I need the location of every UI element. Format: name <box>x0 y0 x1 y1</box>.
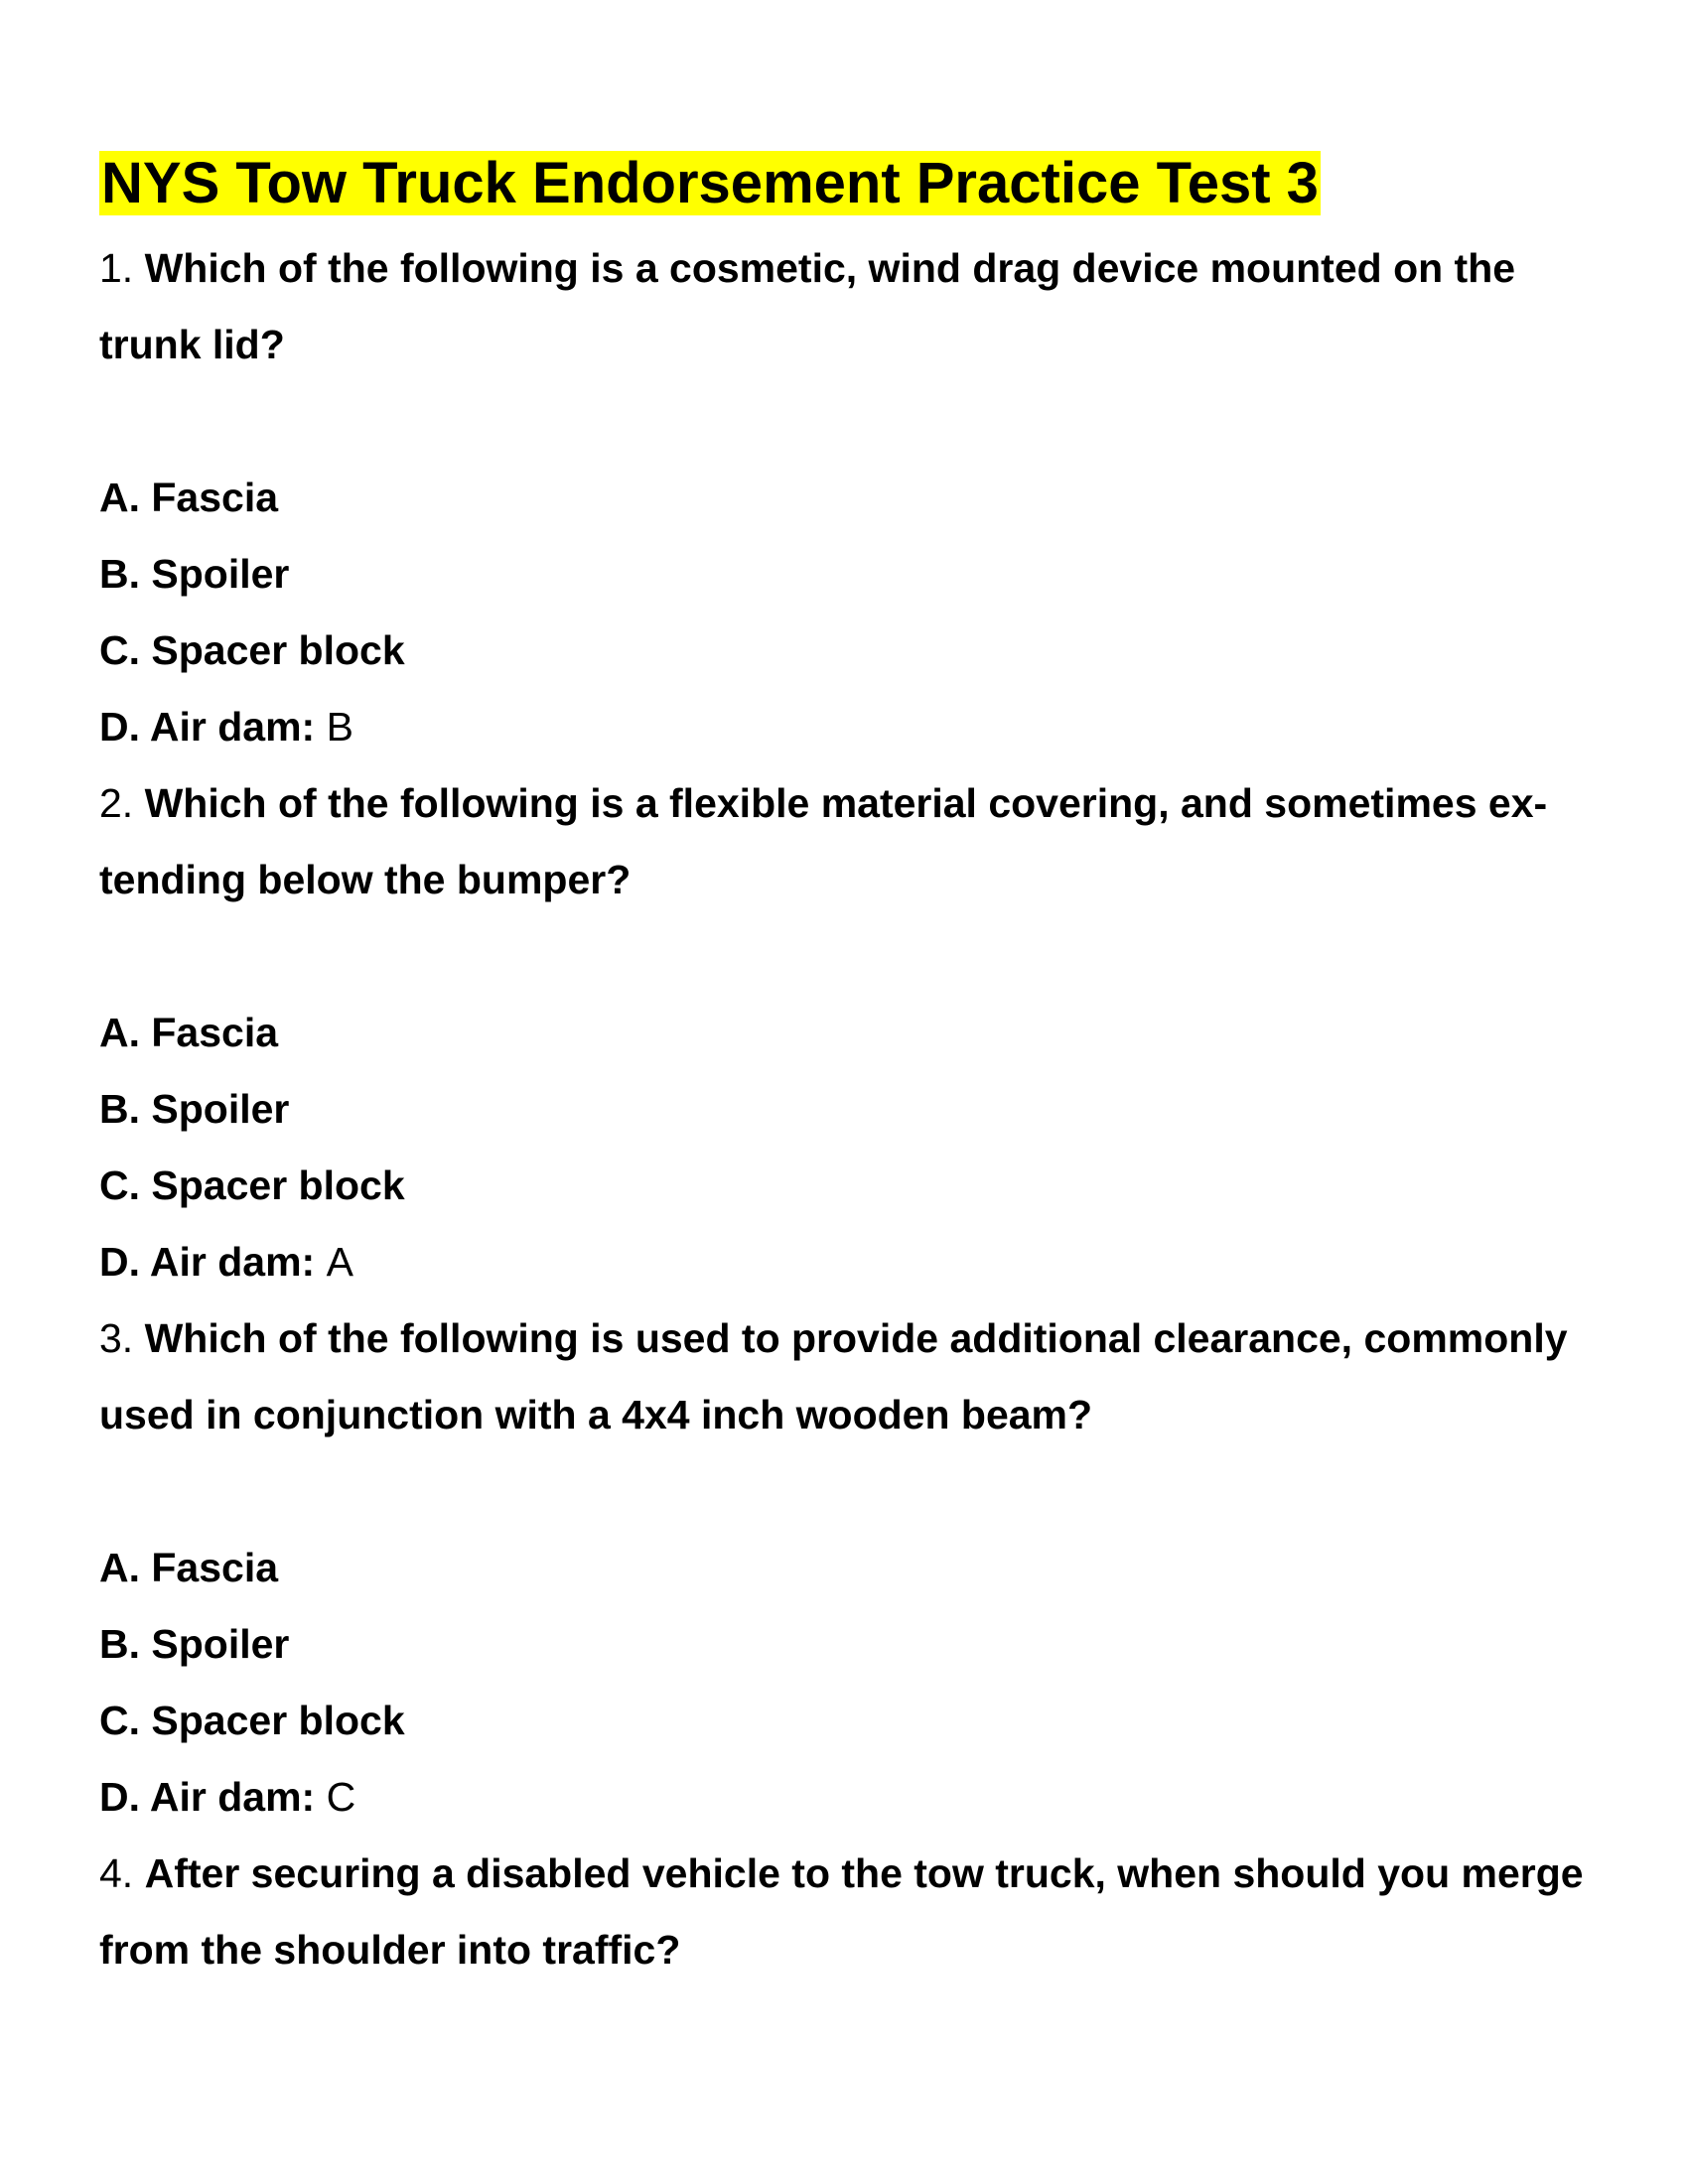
option-a: A. Fascia <box>99 1545 279 1590</box>
question-number: 3. <box>99 1315 134 1361</box>
question-body: Which of the following is a flexible material covering, and sometimes ex- tending below the bumper? <box>99 780 1548 902</box>
question-number: 4. <box>99 1850 134 1896</box>
answer-key: A <box>326 1239 353 1285</box>
option-b: B. Spoiler <box>99 1086 290 1132</box>
option-d-label: D. Air dam: <box>99 704 316 750</box>
document-page <box>99 149 1589 1988</box>
answer-key: C <box>326 1774 356 1820</box>
question-body: Which of the following is used to provide additional clearance, commonly used in conjunction with a 4x4 inch wooden beam? <box>99 1315 1568 1437</box>
question-body: After securing a disabled vehicle to the tow truck, when should you merge from the shoulder into traffic? <box>99 1850 1584 1973</box>
option-b: B. Spoiler <box>99 1621 290 1667</box>
option-d <box>99 1224 1589 1300</box>
option-b: B. Spoiler <box>99 551 290 597</box>
option-d-label: D. Air dam: <box>99 1774 316 1820</box>
page-title-text: NYS Tow Truck Endorsement Practice Test 3 <box>101 151 1319 215</box>
answer-key: B <box>326 704 353 750</box>
question-1 <box>99 230 1589 765</box>
question-body: Which of the following is a cosmetic, wind drag device mounted on the trunk lid? <box>99 245 1516 367</box>
question-text <box>99 230 1589 383</box>
question-2 <box>99 765 1589 1300</box>
question-3 <box>99 1300 1589 1836</box>
option-d <box>99 1759 1589 1836</box>
question-text <box>99 1300 1589 1453</box>
option-a: A. Fascia <box>99 1010 279 1055</box>
question-number: 2. <box>99 780 134 826</box>
option-c: C. Spacer block <box>99 1698 405 1743</box>
question-text <box>99 1836 1589 1988</box>
option-a: A. Fascia <box>99 475 279 520</box>
page-title <box>99 149 1589 218</box>
question-text <box>99 765 1589 918</box>
option-c: C. Spacer block <box>99 627 405 673</box>
option-c: C. Spacer block <box>99 1162 405 1208</box>
option-d-label: D. Air dam: <box>99 1239 316 1285</box>
question-4 <box>99 1836 1589 1988</box>
option-d <box>99 689 1589 765</box>
question-number: 1. <box>99 245 134 291</box>
